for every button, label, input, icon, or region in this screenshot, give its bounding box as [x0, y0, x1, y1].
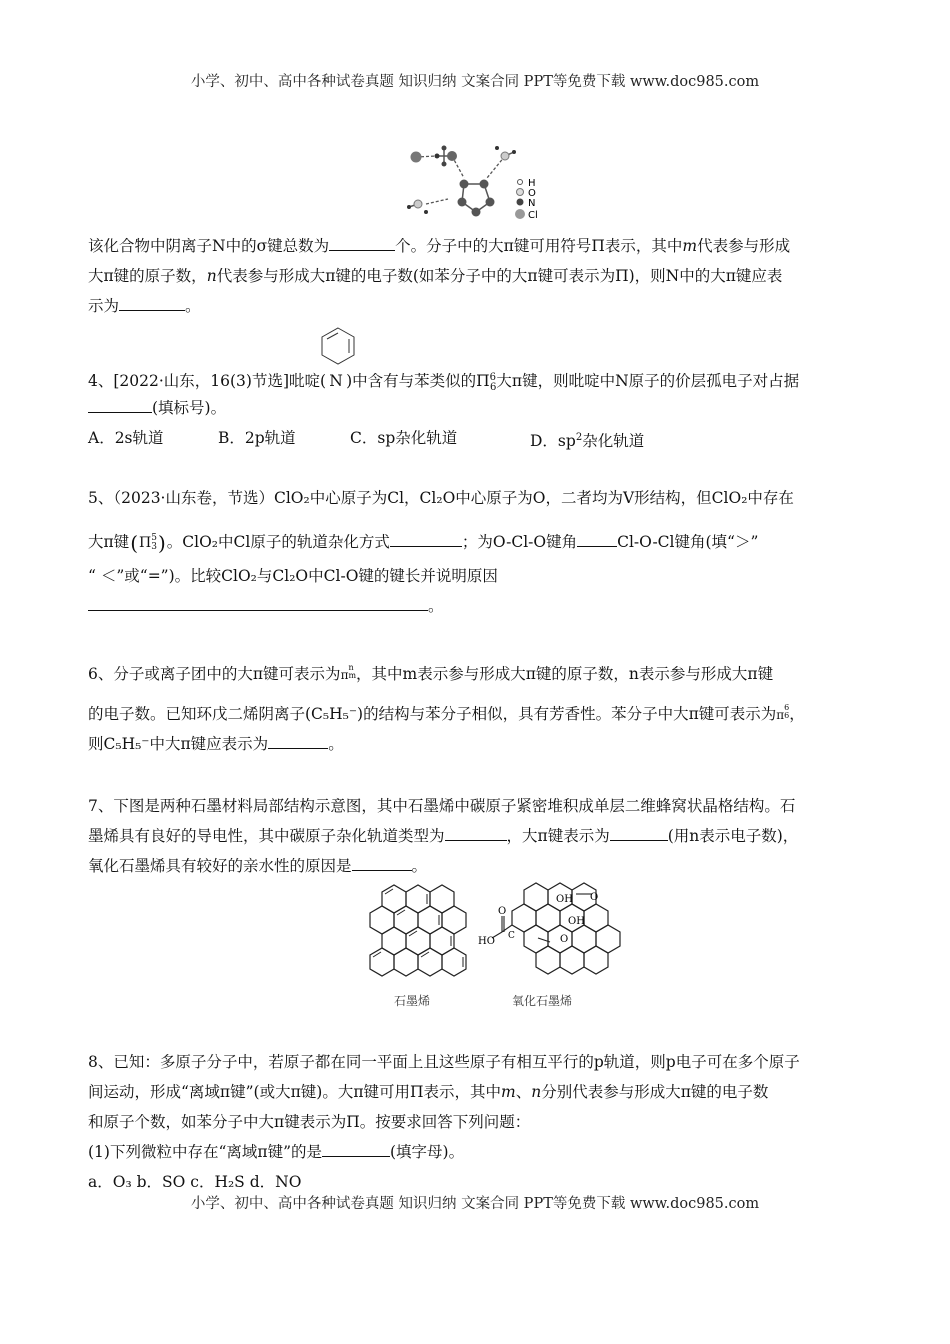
q8-line2: 间运动，形成“离域π键”(或大π键)。大π键可用Π表示，其中m、n分别代表参与形成大π键的电子数 — [88, 1083, 769, 1101]
legend-o: O — [528, 188, 536, 199]
q3-line2: 大π键的原子数，n代表参与形成大π键的电子数(如苯分子中的大π键可表示为Π)，则N中的大π键应表 — [88, 267, 783, 285]
q8-line4: (1)下列微粒中存在“离域π键”的是 (填字母)。 — [88, 1143, 465, 1161]
svg-text:OH: OH — [556, 894, 573, 905]
q3-line1: 该化合物中阴离子N中的σ键总数为 个。分子中的大π键可用符号Π表示，其中m代表参与形成 — [88, 237, 791, 255]
legend-cl: Cl — [528, 210, 538, 221]
q7-line2: 墨烯具有良好的导电性，其中碳原子杂化轨道类型为 ，大π键表示为 (用n表示电子数)， — [88, 827, 799, 845]
legend-h: H — [528, 178, 536, 189]
page-footer: 小学、初中、高中各种试卷真题 知识归纳 文案合同 PPT等免费下载 www.doc985.com — [190, 1196, 760, 1212]
answer-blank[interactable] — [352, 856, 412, 871]
answer-blank[interactable] — [119, 296, 185, 311]
q8-line3: 和原子个数，如苯分子中大π键表示为Π。按要求回答下列问题： — [88, 1113, 531, 1131]
graphene-caption: 石墨烯 — [394, 994, 431, 1008]
q6-line1: 6、分子或离子团中的大π键可表示为π n m ，其中m表示参与形成大π键的原子数，n表示参与形成大π键 — [88, 663, 774, 683]
q5-line1: 5、（2023·山东卷，节选）ClO₂中心原子为Cl，Cl₂O中心原子为O，二者均为V形结构，但ClO₂中存在 — [88, 489, 794, 507]
svg-text:O: O — [498, 906, 507, 917]
svg-text:O: O — [560, 934, 569, 945]
graphene-oxide-structure-icon — [476, 880, 626, 984]
q6-line2: 的电子数。已知环戊二烯阴离子(C₅H₅⁻)的结构与苯分子相似，具有芳香性。苯分子中大π键可表示为π 6 6 ， — [88, 703, 805, 723]
svg-text:OH: OH — [568, 916, 585, 927]
q8-line5: a．O₃ b．SO c．H₂S d．NO — [88, 1173, 302, 1191]
q7-line1: 7、下图是两种石墨材料局部结构示意图，其中石墨烯中碳原子紧密堆积成单层二维蜂窝状晶格结构。石 — [88, 797, 796, 815]
answer-blank[interactable] — [268, 734, 328, 749]
pyridine-structure-icon — [318, 326, 358, 366]
q4-stem: 4、[2022·山东，16(3)节选]吡啶( N )中含有与苯类似的$\Pi^6_6$大π键，则吡啶中N原子的价层孤电子对占据 — [88, 372, 800, 394]
answer-blank[interactable] — [88, 596, 428, 611]
legend-n: N — [528, 198, 536, 209]
q5-line4: 。 — [88, 596, 444, 616]
q8-line1: 8、已知：多原子分子中，若原子都在同一平面上且这些原子有相互平行的p轨道，则p电子可在多个原子 — [88, 1053, 800, 1071]
q5-line3: “ ＜”或“=”)。比较ClO₂与Cl₂O中Cl-O键的键长并说明原因 — [88, 567, 498, 585]
q4-option-b[interactable]: B．2p轨道 — [218, 429, 296, 447]
graphene-oxide-caption: 氧化石墨烯 — [512, 994, 573, 1008]
q7-line3: 氧化石墨烯具有较好的亲水性的原因是 。 — [88, 857, 428, 875]
svg-text:O: O — [590, 892, 599, 903]
answer-blank[interactable] — [577, 532, 617, 547]
q4-option-d[interactable]: D．$sp^2$杂化轨道 — [530, 432, 645, 451]
q6-line3: 则C₅H₅⁻中大π键应表示为 。 — [88, 735, 344, 753]
answer-blank[interactable] — [445, 826, 507, 841]
molecule-figure — [400, 140, 560, 225]
q5-line2: 大π键(Π 5 3 )。ClO₂中Cl原子的轨道杂化方式 ；为O-Cl-O键角 Cl-O-Cl键角(填“＞” — [88, 531, 759, 555]
q4-option-c[interactable]: C．sp杂化轨道 — [350, 429, 458, 447]
answer-blank[interactable] — [390, 532, 462, 547]
svg-text:C: C — [508, 931, 515, 941]
graphene-structure-icon — [364, 884, 474, 984]
q4-option-a[interactable]: A．2s轨道 — [88, 429, 164, 447]
answer-blank[interactable] — [322, 1142, 390, 1157]
q3-line3: 示为 。 — [88, 297, 201, 315]
page-header: 小学、初中、高中各种试卷真题 知识归纳 文案合同 PPT等免费下载 www.doc985.com — [190, 74, 760, 90]
svg-text:HO: HO — [478, 936, 495, 947]
answer-blank[interactable] — [88, 398, 152, 413]
answer-blank[interactable] — [329, 236, 395, 251]
answer-blank[interactable] — [610, 826, 668, 841]
q4-line2: (填标号)。 — [88, 398, 226, 418]
